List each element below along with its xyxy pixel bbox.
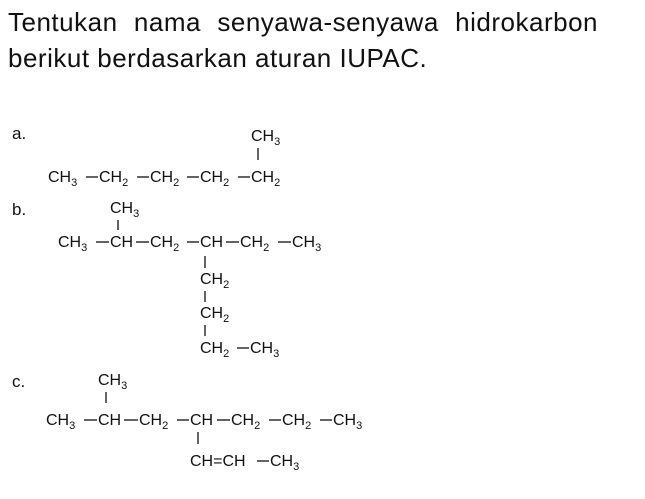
group-c-ch3-right: $CH_3$ [333,412,363,432]
group-b-branch-ch3-end: $CH_3$ [250,340,280,360]
group-b-ch-2: CH [200,234,224,251]
group-b-branch-ch2-a: $CH_2$ [200,271,230,291]
group-a-ch2-3: $CH_2$ [200,169,230,189]
group-c-ch2-3: $CH_2$ [282,412,312,432]
group-b-branch-ch2-b: $CH_2$ [200,305,230,325]
group-a-branch-ch3: $CH_3$ [251,128,281,148]
group-b-ch2-1: $CH_2$ [150,234,180,254]
structure-a [48,128,280,189]
group-c-branch-alkene: CH=CH [190,453,246,470]
group-c-ch2-1: $CH_2$ [139,412,169,432]
group-a-ch2-1: $CH_2$ [99,169,129,189]
group-b-ch3-right: $CH_3$ [292,234,322,254]
group-c-ch2-2: $CH_2$ [231,412,261,432]
group-b-branch-top-ch3: $CH_3$ [110,200,140,220]
group-c-ch3-left: $CH_3$ [46,412,76,432]
item-label-a: a. [12,124,27,143]
group-b-ch-1: CH [110,234,134,251]
group-c-branch-top-ch3: $CH_3$ [98,372,128,392]
group-b-branch-ch2-c: $CH_2$ [200,340,230,360]
item-label-b: b. [12,200,27,219]
group-c-ch-1: CH [98,412,122,429]
group-c-ch-2: CH [190,412,214,429]
group-b-ch2-2: $CH_2$ [240,234,270,254]
structure-c [46,372,362,473]
structure-b [58,200,321,360]
group-c-branch-alkene-ch3: $CH_3$ [270,453,300,473]
group-a-ch3-left: $CH_3$ [48,169,78,189]
question-text: Tentukan nama senyawa-senyawa hidrokarbon berikut berdasarkan aturan IUPAC. [8,7,598,73]
group-b-ch3-left: $CH_3$ [58,234,88,254]
group-a-ch2-2: $CH_2$ [150,169,180,189]
group-a-ch2-4: $CH_2$ [251,169,281,189]
item-label-c: c. [12,372,26,391]
